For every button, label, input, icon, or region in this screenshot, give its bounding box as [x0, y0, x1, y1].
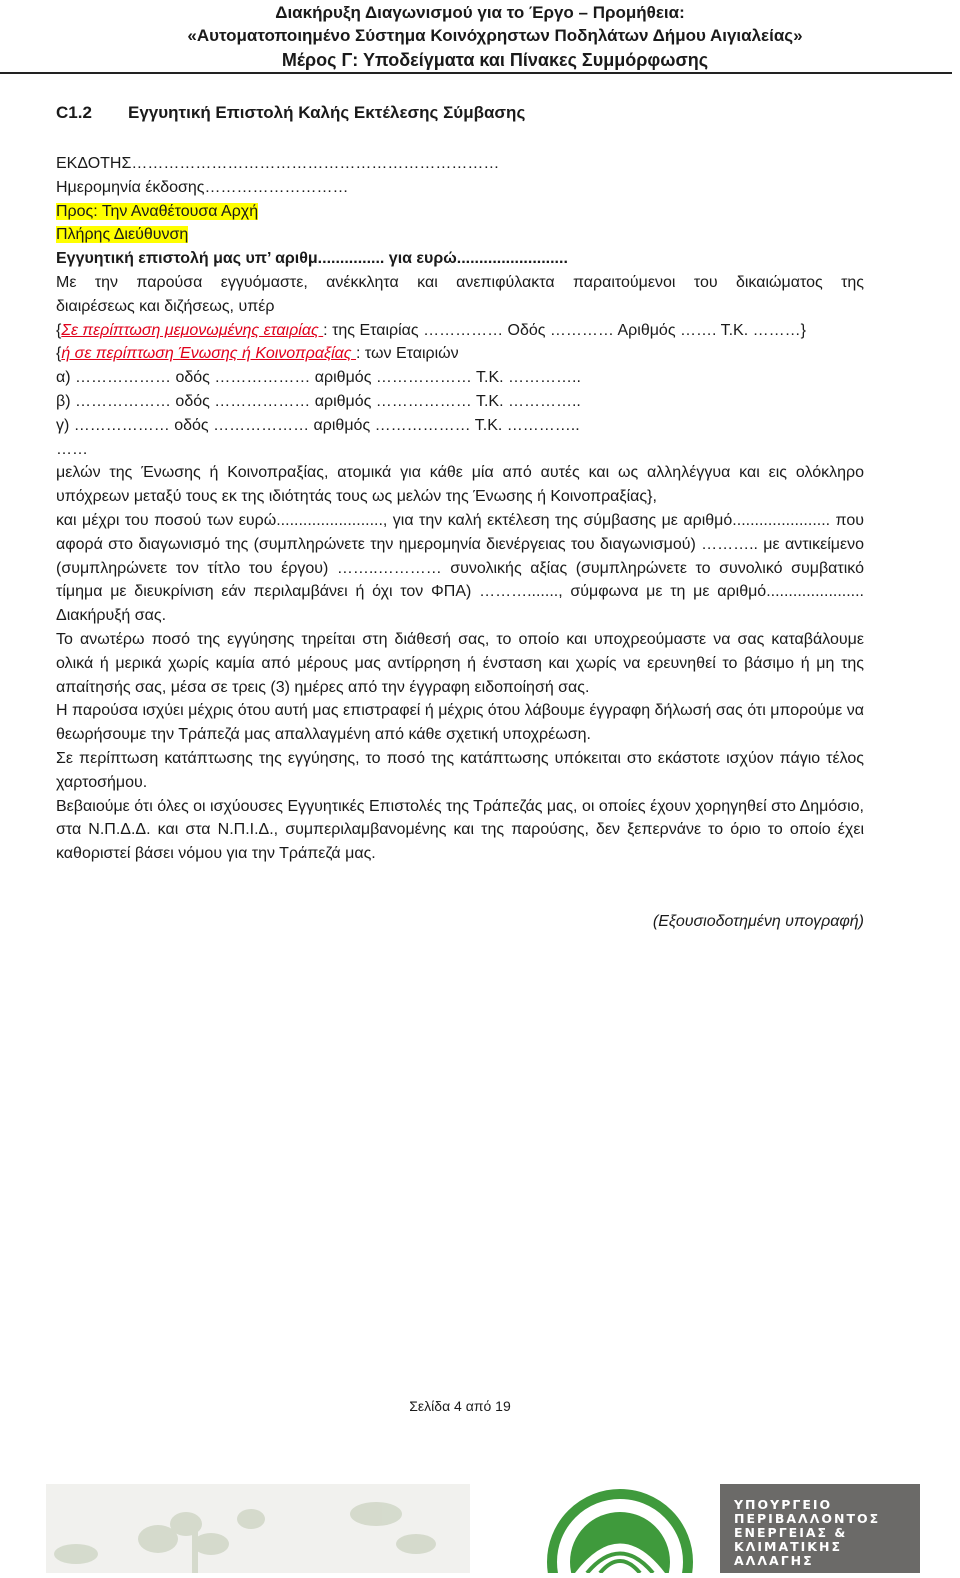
- joint-venture-case: ή σε περίπτωση Ένωσης ή Κοινοπραξίας: [61, 345, 357, 363]
- header-divider: [0, 72, 952, 74]
- header-line-1: Διακήρυξη Διαγωνισμού για το Έργο – Προμήθεια:: [275, 3, 685, 22]
- member-c-line: γ) ……………… οδός ……………… αριθμός ……………… Τ.Κ. …………..: [56, 416, 580, 434]
- header-line-3: Μέρος Γ: Υποδείγματα και Πίνακες Συμμόρφωσης: [281, 50, 709, 70]
- brace-open: {: [56, 345, 62, 363]
- ministry-line: ΥΠΟΥΡΓΕΙΟ: [734, 1497, 833, 1512]
- paragraph-members: μελών της Ένωσης ή Κοινοπραξίας, ατομικά για κάθε μία από αυτές και ως αλληλέγγυα και εις ολόκληρο υπόχρεων μεταξύ τους εκ της ιδιότητάς τους ως μελών της Ένωσης ή Κοινοπραξίας},: [56, 464, 864, 506]
- paragraph-1-line-2: διαιρέσεως και διζήσεως, υπέρ: [56, 297, 275, 315]
- header-line-2: «Αυτοματοποιημένο Σύστημα Κοινόχρηστων Ποδηλάτων Δήμου Αιγιαλείας»: [187, 26, 803, 45]
- paragraph-validity: Η παρούσα ισχύει μέχρις ότου αυτή μας επιστραφεί ή μέχρις ότου λάβουμε έγγραφη δήλωσή σας ότι μπορούμε να θεωρήσουμε την Τράπεζά μας απαλλαγμένη από κάθε σχετική υποχρέωση.: [56, 702, 864, 744]
- paragraph-certification: Βεβαιούμε ότι όλες οι ισχύουσες Εγγυητικές Επιστολές της Τράπεζάς μας, οι οποίες έχουν χορηγηθεί στο Δημόσιο, στα Ν.Π.Δ.Δ. και στα Ν.Π.Ι.Δ., συμπεριλαμβανομένης και της παρούσης, δεν ξεπερνάνε το όριο το οποίο έχει καθοριστεί βάσει νόμου για την Τράπεζά μας.: [56, 797, 864, 863]
- paragraph-1-line-1: Με την παρούσα εγγυόμαστε, ανέκκλητα και ανεπιφύλακτα παραιτούμενοι του δικαιώματος της: [56, 273, 864, 291]
- member-a-line: α) ……………… οδός ……………… αριθμός ……………… Τ.Κ. …………..: [56, 369, 581, 387]
- page-number: Σελίδα 4 από 19: [409, 1398, 511, 1414]
- ministry-line: ΑΛΛΑΓΗΣ: [734, 1553, 814, 1568]
- authorized-signature: (Εξουσιοδοτημένη υπογραφή): [652, 913, 864, 930]
- ministry-logo: [515, 1484, 725, 1573]
- section-title: [56, 103, 525, 123]
- single-company-case: Σε περίπτωση μεμονωμένης εταιρίας: [61, 321, 324, 339]
- tree-silhouette-icon: [46, 1484, 470, 1573]
- guarantee-number-line: Εγγυητική επιστολή μας υπ’ αριθμ............... για ευρώ.........................: [56, 250, 568, 268]
- ministry-line: ΠΕΡΙΒΑΛΛΟΝΤΟΣ: [734, 1511, 881, 1526]
- member-b-line: β) ……………… οδός ……………… αριθμός ……………… Τ.Κ. …………..: [56, 392, 581, 410]
- paragraph-availability: Το ανωτέρω ποσό της εγγύησης τηρείται στη διάθεσή σας, το οποίο και υποχρεούμαστε να σας καταβάλουμε ολικά ή μερικά χωρίς καμία από μέρους μας αντίρρηση ή ένσταση και χωρίς να ερευνηθεί το βάσιμο ή μη της απαίτησής σας, μέσα σε τρεις (3) ημέρες από την έγγραφη ειδοποίησή σας.: [56, 630, 864, 696]
- brace-open: {: [56, 321, 62, 339]
- section-number: C1.2: [56, 103, 92, 122]
- ellipsis-line: ……: [56, 440, 88, 458]
- paragraph-forfeiture: Σε περίπτωση κατάπτωσης της εγγύησης, το ποσό της κατάπτωσης υπόκειται στο εκάστοτε ισχύον πάγιο τέλος χαρτοσήμου.: [56, 749, 864, 791]
- section-heading: Εγγυητική Επιστολή Καλής Εκτέλεσης Σύμβασης: [128, 103, 526, 122]
- ministry-line: ΚΛΙΜΑΤΙΚΗΣ: [734, 1539, 842, 1554]
- full-address-line: Πλήρης Διεύθυνση: [56, 226, 189, 244]
- letter-body: [56, 152, 864, 866]
- joint-venture-line: [56, 342, 864, 366]
- single-company-details: : της Εταιρίας …………… Οδός ………… Αριθμός ……. Τ.Κ. ………}: [323, 321, 806, 339]
- ministry-name-panel: [720, 1484, 920, 1573]
- joint-venture-label: : των Εταιριών: [356, 345, 459, 363]
- recipient-line: Προς: Την Αναθέτουσα Αρχή: [56, 202, 259, 220]
- ministry-line: ΕΝΕΡΓΕΙΑΣ &: [734, 1525, 848, 1540]
- issue-date-line: Ημερομηνία έκδοσης………………………: [56, 178, 349, 196]
- footer-decoration: [46, 1484, 470, 1573]
- single-company-line: [56, 319, 864, 343]
- paragraph-amount: και μέχρι του ποσού των ευρώ........................, για την καλή εκτέλεση της σύμβασης με αριθμό...................... που αφορά στο διαγωνισμό της (συμπληρώνετε την ημερομηνία διενέργειας του διαγωνισμού) ……….. με αντικείμενο (συμπληρώνετε τον τίτλο του έργου) ……..………… συνολικής αξίας (συμπληρώνετε το συνολικό συμβατικό τίμημα με διευκρίνιση εάν περιλαμβάνει ή όχι τον ΦΠΑ) ………......., σύμφωνα με τη με αριθμό...................... Διακήρυξή σας.: [56, 511, 864, 625]
- issuer-line: ΕΚΔΟΤΗΣ……………………………………………………………: [56, 155, 500, 172]
- ministry-name: [734, 1498, 880, 1568]
- leaf-circle-logo-icon: [515, 1484, 725, 1573]
